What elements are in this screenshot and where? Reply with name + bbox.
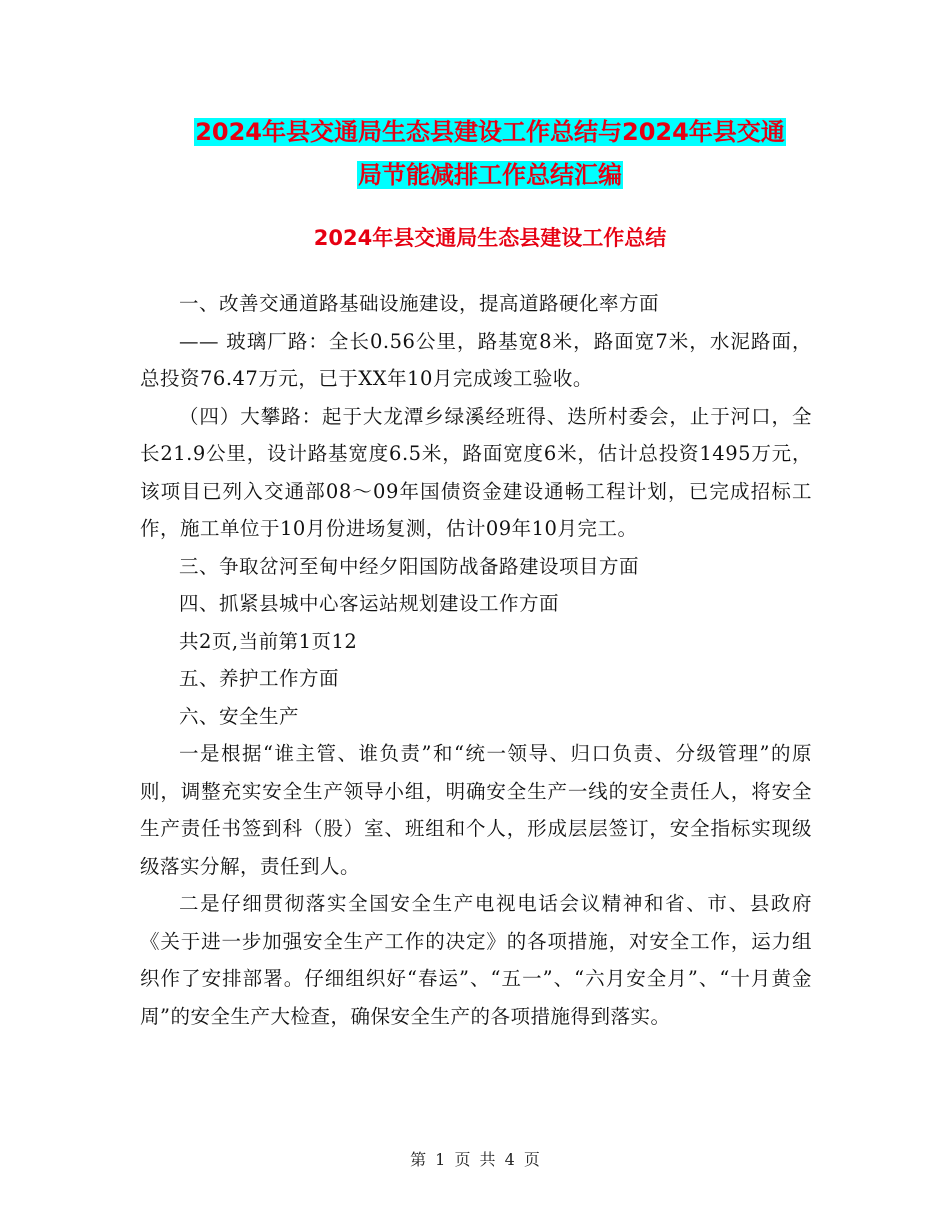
document-title-text-2: 局节能减排工作总结汇编 <box>358 161 622 189</box>
paragraph-7: 五、养护工作方面 <box>179 667 340 690</box>
page-footer: 第 1 页 共 4 页 <box>410 1150 540 1169</box>
paragraph-6: 共2页,当前第1页12 <box>179 629 358 653</box>
document-title-line-2 <box>140 153 840 197</box>
paragraph-2: —— 玻璃厂路：全长0.56公里，路基宽8米，路面宽7米，水泥路面，总投资76.47万元，已于XX年10月完成竣工验收。 <box>140 329 812 390</box>
paragraph-8: 六、安全生产 <box>179 704 300 728</box>
paragraph-10: 二是仔细贯彻落实全国安全生产电视电话会议精神和省、市、县政府《关于进一步加强安全生产工作的决定》的各项措施，对安全工作，运力组织作了安排部署。仔细组织好“春运”、“五一”、“六月安全月”、“十月黄金周”的安全生产大检查，确保安全生产的各项措施得到落实。 <box>140 892 812 1028</box>
section-title: 2024年县交通局生态县建设工作总结 <box>313 226 667 250</box>
document-body <box>140 285 812 1035</box>
document-title-text-1: 2024年县交通局生态县建设工作总结与2024年县交通 <box>195 118 785 146</box>
paragraph-9: 一是根据“谁主管、谁负责”和“统一领导、归口负责、分级管理”的原则，调整充实安全生产领导小组，明确安全生产一线的安全责任人，将安全生产责任书签到科（股）室、班组和个人，形成层层签订，安全指标实现级级落实分解，责任到人。 <box>140 742 812 878</box>
paragraph-1: 一、改善交通道路基础设施建设，提高道路硬化率方面 <box>179 292 660 315</box>
paragraph-5: 四、抓紧县城中心客运站规划建设工作方面 <box>179 592 560 615</box>
paragraph-3: （四）大攀路：起于大龙潭乡绿溪经班得、迭所村委会，止于河口，全长21.9公里，设计路基宽度6.5米，路面宽度6米，估计总投资1495万元，该项目已列入交通部08～09年国债资金建设通畅工程计划，已完成招标工作，施工单位于10月份进场复测，估计09年10月完工。 <box>140 404 812 540</box>
document-title-line-1 <box>140 110 840 154</box>
paragraph-4: 三、争取岔河至甸中经夕阳国防战备路建设项目方面 <box>179 554 640 578</box>
